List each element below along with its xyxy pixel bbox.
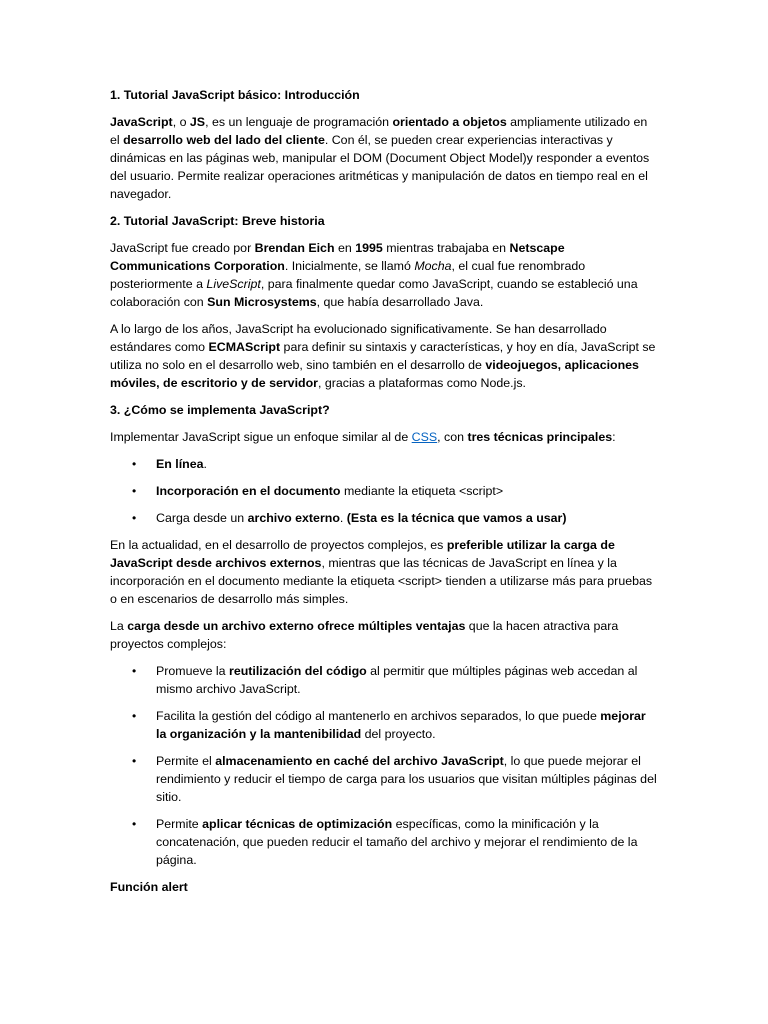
- list-item: [110, 482, 658, 500]
- text-run: , para finalmente quedar como JavaScript, cuando se estableció una colaboración con: [110, 277, 638, 309]
- text-run: en: [334, 241, 356, 255]
- text-run: , el cual fue renombrado posteriormente a: [110, 259, 586, 291]
- bold-text: ECMAScript: [208, 340, 281, 354]
- bold-text: En línea: [156, 457, 204, 471]
- bold-text: Brendan Eich: [254, 241, 335, 255]
- text-run: . Inicialmente, se llamó: [284, 259, 415, 273]
- bold-text: JS: [189, 115, 206, 129]
- bold-text: tres técnicas principales: [467, 430, 613, 444]
- text-run: mientras trabajaba en: [382, 241, 510, 255]
- bold-text: almacenamiento en caché del archivo JavaScript: [215, 754, 504, 768]
- text-run: , o: [172, 115, 190, 129]
- text-run: La: [110, 619, 128, 633]
- text-run: , gracias a plataformas como Node.js.: [317, 376, 526, 390]
- css-link[interactable]: CSS: [411, 430, 438, 444]
- text-run: del proyecto.: [361, 727, 436, 741]
- list-item: [110, 707, 658, 743]
- bold-text: 1995: [355, 241, 383, 255]
- bold-text: orientado a objetos: [392, 115, 507, 129]
- text-run: :: [612, 430, 616, 444]
- text-run: Facilita la gestión del código al mantenerlo en archivos separados, lo que puede: [156, 709, 601, 723]
- text-run: Implementar JavaScript sigue un enfoque similar al de: [110, 430, 412, 444]
- bold-text: Sun Microsystems: [207, 295, 317, 309]
- text-run: específicas, como la minificación y la concatenación, que pueden reducir el tamaño del archivo y mejorar el rendimiento de la página.: [156, 817, 638, 867]
- heading-historia: 2. Tutorial JavaScript: Breve historia: [110, 214, 325, 228]
- text-run: .: [339, 511, 347, 525]
- list-item: [110, 509, 658, 527]
- text-run: , con: [437, 430, 468, 444]
- list-item: [110, 815, 658, 869]
- text-run: , mientras que las técnicas de JavaScript en línea y la incorporación en el documento mediante la etiqueta <script> tienden a utilizarse más para pruebas o en escenarios de desarrollo más simples.: [110, 556, 653, 606]
- bullet-icon: •: [132, 817, 137, 831]
- bullet-icon: •: [132, 484, 137, 498]
- list-tecnicas: [110, 455, 658, 527]
- bullet-icon: •: [132, 664, 137, 678]
- text-run: que la hacen atractiva para proyectos complejos:: [110, 619, 619, 651]
- text-run: ampliamente utilizado en el: [110, 115, 648, 147]
- text-run: A lo largo de los años, JavaScript ha evolucionado significativamente. Se han desarrollado estándares como: [110, 322, 607, 354]
- list-item: [110, 455, 658, 473]
- paragraph-implementacion-intro: [110, 428, 658, 446]
- list-ventajas: [110, 662, 658, 869]
- bullet-icon: •: [132, 457, 137, 471]
- bold-text: mejorar la organización y la mantenibilidad: [156, 709, 646, 741]
- list-item: [110, 662, 658, 698]
- text-run: , es un lenguaje de programación: [205, 115, 393, 129]
- italic-text: Mocha: [414, 259, 452, 273]
- paragraph-historia-1: [110, 239, 658, 311]
- bullet-icon: •: [132, 754, 137, 768]
- paragraph-implementacion-3: [110, 617, 658, 653]
- italic-text: LiveScript: [206, 277, 261, 291]
- heading-introduccion: 1. Tutorial JavaScript básico: Introducción: [110, 88, 360, 102]
- text-run: Permite: [156, 817, 203, 831]
- paragraph-historia-2: [110, 320, 658, 392]
- bold-text: videojuegos, aplicaciones móviles, de escritorio y de servidor: [110, 358, 639, 390]
- heading-funcion-alert: Función alert: [110, 880, 188, 894]
- text-run: , lo que puede mejorar el rendimiento y reducir el tiempo de carga para los usuarios que visitan múltiples páginas del sitio.: [156, 754, 657, 804]
- paragraph-implementacion-2: [110, 536, 658, 608]
- bold-text: reutilización del código: [229, 664, 367, 678]
- text-run: JavaScript fue creado por: [110, 241, 255, 255]
- bold-text: desarrollo web del lado del cliente: [123, 133, 325, 147]
- bold-text: (Esta es la técnica que vamos a usar): [346, 511, 567, 525]
- heading-implementacion: 3. ¿Cómo se implementa JavaScript?: [110, 403, 330, 417]
- text-run: . Con él, se pueden crear experiencias interactivas y dinámicas en las páginas web, manipular el DOM (Document Object Model)y responder a eventos del usuario. Permite realizar operaciones aritméticas y manipulación de datos en tiempo real en el navegador.: [110, 133, 650, 201]
- text-run: En la actualidad, en el desarrollo de proyectos complejos, es: [110, 538, 447, 552]
- bold-text: archivo externo: [247, 511, 340, 525]
- text-run: Carga desde un: [156, 511, 248, 525]
- bold-text: carga desde un archivo externo ofrece múltiples ventajas: [127, 619, 466, 633]
- bullet-icon: •: [132, 709, 137, 723]
- bold-text: JavaScript: [110, 115, 173, 129]
- text-run: Promueve la: [156, 664, 230, 678]
- text-run: al permitir que múltiples páginas web accedan al mismo archivo JavaScript.: [156, 664, 638, 696]
- text-run: Permite el: [156, 754, 216, 768]
- list-item: [110, 752, 658, 806]
- bullet-icon: •: [132, 511, 137, 525]
- bold-text: Incorporación en el documento: [156, 484, 341, 498]
- bold-text: aplicar técnicas de optimización: [202, 817, 393, 831]
- text-run: mediante la etiqueta <script>: [340, 484, 504, 498]
- bold-text: Netscape Communications Corporation: [110, 241, 565, 273]
- paragraph-introduccion: [110, 113, 658, 203]
- text-run: , que había desarrollado Java.: [316, 295, 484, 309]
- text-run: .: [203, 457, 207, 471]
- text-run: para definir su sintaxis y características, y hoy en día, JavaScript se utiliza no solo en el desarrollo web, sino también en el desarrollo de: [110, 340, 656, 372]
- bold-text: preferible utilizar la carga de JavaScript desde archivos externos: [110, 538, 615, 570]
